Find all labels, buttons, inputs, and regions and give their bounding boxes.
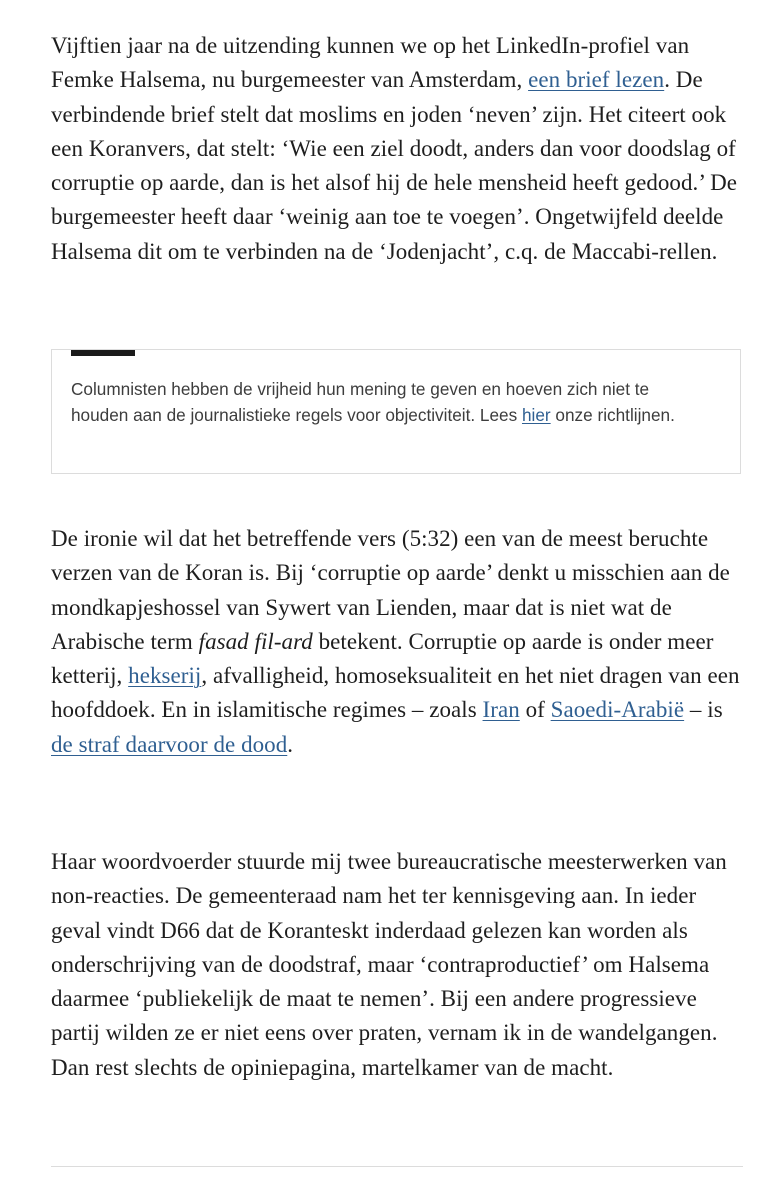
paragraph-halsema-letter bbox=[51, 29, 743, 269]
paragraph-text: betekent. Corruptie op aarde is onder meer ketterij, bbox=[51, 628, 714, 689]
link-saoedi-arabie[interactable]: Saoedi-Arabië bbox=[550, 697, 685, 723]
link-hier-richtlijnen[interactable]: hier bbox=[521, 404, 551, 425]
paragraph-text: De ironie wil dat het betreffende vers (5:32) een van de meest beruchte verzen van de Koran is. Bij ‘corruptie op aarde’ denkt u misschien aan de mondkapjeshossel van Sywert van Lienden, maar dat is niet wat de Arabische term bbox=[51, 526, 730, 654]
paragraph-text: Haar woordvoerder stuurde mij twee bureaucratische meesterwerken van non-reacties. De gemeenteraad nam het ter kennisgeving aan. In ieder geval vindt D66 dat de Koranteskt inderdaad gelezen kan worden als onderschrijving van de doodstraf, maar ‘contraproductief’ om Halsema daarmee ‘publiekelijk de maat te nemen’. Bij een andere progressieve partij wilden ze er niet eens over praten, vernam ik in de wandelgangen. Dan rest slechts de opiniepagina, martelkamer van de macht. bbox=[51, 849, 727, 1080]
arabic-term: fasad fil-ard bbox=[198, 628, 313, 654]
paragraph-text: Vijftien jaar na de uitzending kunnen we op het LinkedIn-profiel van Femke Halsema, nu burgemeester van Amsterdam, bbox=[51, 33, 690, 93]
disclaimer-text-part: Columnisten hebben de vrijheid hun mening te geven en hoeven zich niet te houden aan de journalistieke regels voor objectiviteit. Lees bbox=[71, 379, 650, 425]
section-divider bbox=[51, 1166, 743, 1167]
disclaimer-accent-bar bbox=[71, 350, 135, 356]
paragraph-koran-verse bbox=[51, 522, 743, 762]
paragraph-text: – is bbox=[684, 697, 723, 723]
paragraph-text: , afvalligheid, homoseksualiteit en het niet dragen van een hoofddoek. En in islamitische regimes – zoals bbox=[51, 663, 740, 723]
disclaimer-text bbox=[71, 377, 711, 428]
paragraph-text: . De verbindende brief stelt dat moslims en joden ‘neven’ zijn. Het citeert ook een Koranvers, dat stelt: ‘Wie een ziel doodt, anders dan voor doodslag of corruptie op aarde, dan is het alsof hij de hele mensheid heeft gedood.’ De burgemeester heeft daar ‘weinig aan toe te voegen’. Ongetwijfeld deelde Halsema dit om te verbinden na de ‘Jodenjacht’, c.q. de Maccabi-rellen. bbox=[51, 67, 738, 264]
paragraph-woordvoerder bbox=[51, 845, 743, 1085]
columnist-disclaimer-box bbox=[51, 349, 741, 474]
disclaimer-text-part: onze richtlijnen. bbox=[550, 404, 675, 425]
link-een-brief-lezen[interactable]: een brief lezen bbox=[528, 67, 665, 93]
link-de-straf-daarvoor-de-dood[interactable]: de straf daarvoor de dood bbox=[51, 731, 288, 757]
paragraph-text: . bbox=[287, 731, 294, 757]
link-iran[interactable]: Iran bbox=[482, 697, 520, 723]
paragraph-text: of bbox=[519, 697, 551, 723]
link-hekserij[interactable]: hekserij bbox=[128, 663, 202, 689]
